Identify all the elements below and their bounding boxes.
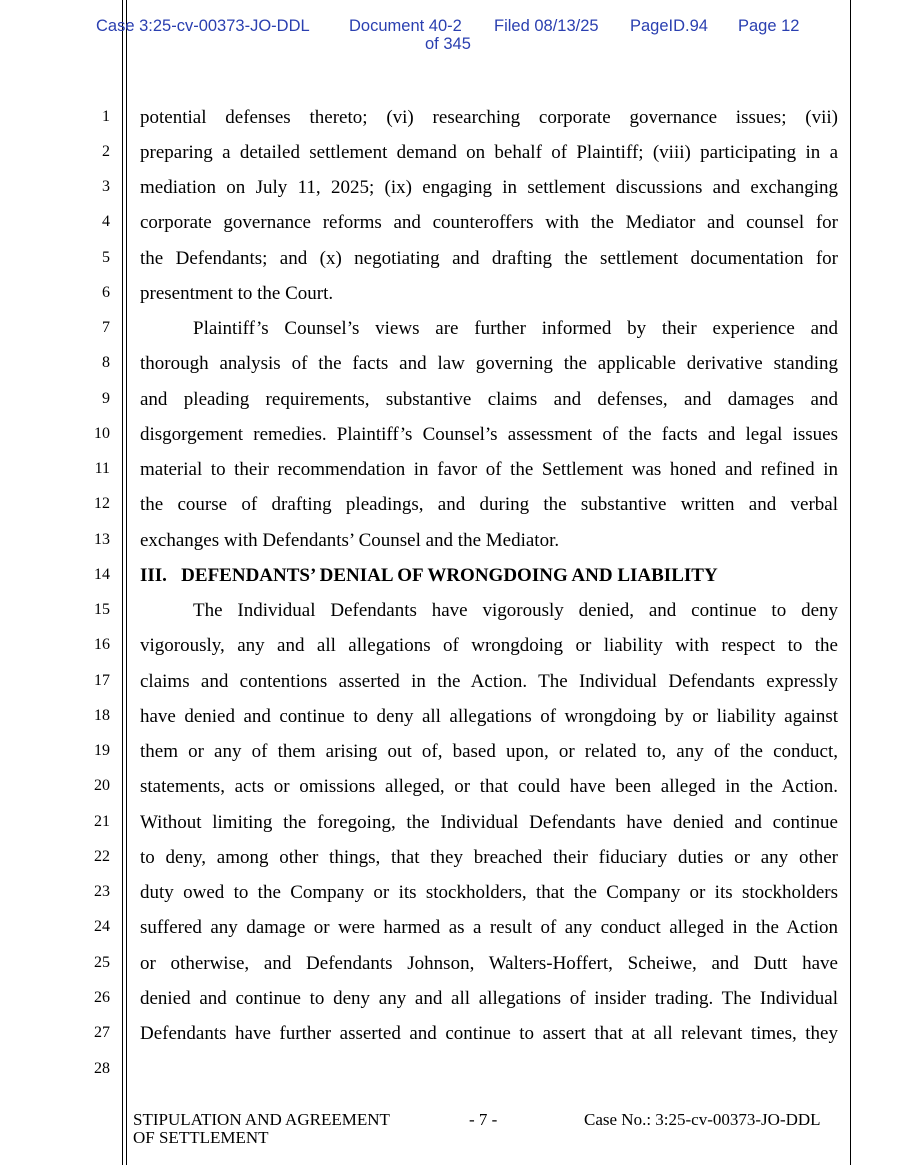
line-number: 10 bbox=[94, 425, 110, 442]
left-margin-rule-inner bbox=[126, 0, 127, 1165]
text-line: corporate governance reforms and counteroffers with the Mediator and counsel for bbox=[140, 212, 838, 233]
line-number: 12 bbox=[94, 495, 110, 512]
line-number: 6 bbox=[102, 284, 110, 301]
text-line: suffered any damage or were harmed as a result of any conduct alleged in the Action bbox=[140, 917, 838, 938]
text-line: Plaintiff’s Counsel’s views are further informed by their experience and bbox=[193, 318, 838, 339]
header-page-id: PageID.94 bbox=[630, 17, 708, 35]
text-line: Defendants have further asserted and continue to assert that at all relevant times, they bbox=[140, 1023, 838, 1044]
header-of-pages: of 345 bbox=[425, 35, 471, 53]
line-number: 2 bbox=[102, 143, 110, 160]
text-line: vigorously, any and all allegations of wrongdoing or liability with respect to the bbox=[140, 635, 838, 656]
line-number: 13 bbox=[94, 531, 110, 548]
line-number: 25 bbox=[94, 954, 110, 971]
line-number: 17 bbox=[94, 672, 110, 689]
line-number: 27 bbox=[94, 1024, 110, 1041]
left-margin-rule-outer bbox=[122, 0, 123, 1165]
text-line: claims and contentions asserted in the Action. The Individual Defendants expressly bbox=[140, 671, 838, 692]
footer-case-number: Case No.: 3:25-cv-00373-JO-DDL bbox=[584, 1110, 821, 1129]
text-line: potential defenses thereto; (vi) researching corporate governance issues; (vii) bbox=[140, 107, 838, 128]
text-line: statements, acts or omissions alleged, or that could have been alleged in the Action. bbox=[140, 776, 838, 797]
text-line: preparing a detailed settlement demand on behalf of Plaintiff; (viii) participating in a bbox=[140, 142, 838, 163]
text-line: thorough analysis of the facts and law governing the applicable derivative standing bbox=[140, 353, 838, 374]
header-case-number: Case 3:25-cv-00373-JO-DDL bbox=[96, 17, 310, 35]
line-number: 19 bbox=[94, 742, 110, 759]
text-line: The Individual Defendants have vigorously denied, and continue to deny bbox=[193, 600, 838, 621]
footer-page-number: - 7 - bbox=[469, 1110, 498, 1129]
line-number: 9 bbox=[102, 390, 110, 407]
line-number: 8 bbox=[102, 354, 110, 371]
line-number: 18 bbox=[94, 707, 110, 724]
line-number: 5 bbox=[102, 249, 110, 266]
header-page: Page 12 bbox=[738, 17, 800, 35]
text-line: mediation on July 11, 2025; (ix) engaging in settlement discussions and exchanging bbox=[140, 177, 838, 198]
line-number: 20 bbox=[94, 777, 110, 794]
text-line: or otherwise, and Defendants Johnson, Walters-Hoffert, Scheiwe, and Dutt have bbox=[140, 953, 838, 974]
line-number: 28 bbox=[94, 1060, 110, 1077]
line-number: 22 bbox=[94, 848, 110, 865]
line-number: 1 bbox=[102, 108, 110, 125]
section-heading: III. DEFENDANTS’ DENIAL OF WRONGDOING AND LIABILITY bbox=[140, 565, 718, 586]
text-line: presentment to the Court. bbox=[140, 283, 334, 304]
line-number: 14 bbox=[94, 566, 110, 583]
header-filed-date: Filed 08/13/25 bbox=[494, 17, 599, 35]
line-number: 21 bbox=[94, 813, 110, 830]
text-line: Without limiting the foregoing, the Individual Defendants have denied and continue bbox=[140, 812, 838, 833]
text-line: duty owed to the Company or its stockholders, that the Company or its stockholders bbox=[140, 882, 838, 903]
line-number: 11 bbox=[94, 460, 110, 477]
text-line: denied and continue to deny any and all allegations of insider trading. The Individual bbox=[140, 988, 838, 1009]
text-line: exchanges with Defendants’ Counsel and the Mediator. bbox=[140, 530, 560, 551]
header-document: Document 40-2 bbox=[349, 17, 462, 35]
text-line: the Defendants; and (x) negotiating and drafting the settlement documentation for bbox=[140, 248, 838, 269]
text-line: disgorgement remedies. Plaintiff’s Counsel’s assessment of the facts and legal issues bbox=[140, 424, 838, 445]
text-line: have denied and continue to deny all allegations of wrongdoing by or liability against bbox=[140, 706, 838, 727]
footer-title-line-1: STIPULATION AND AGREEMENT bbox=[133, 1110, 390, 1129]
line-number: 4 bbox=[102, 213, 110, 230]
line-number: 16 bbox=[94, 636, 110, 653]
line-number: 3 bbox=[102, 178, 110, 195]
text-line: them or any of them arising out of, based upon, or related to, any of the conduct, bbox=[140, 741, 838, 762]
text-line: material to their recommendation in favor of the Settlement was honed and refined in bbox=[140, 459, 838, 480]
text-line: to deny, among other things, that they breached their fiduciary duties or any other bbox=[140, 847, 838, 868]
line-number: 24 bbox=[94, 918, 110, 935]
line-number: 23 bbox=[94, 883, 110, 900]
line-number: 15 bbox=[94, 601, 110, 618]
footer-title-line-2: OF SETTLEMENT bbox=[133, 1128, 269, 1147]
line-number: 7 bbox=[102, 319, 110, 336]
text-line: the course of drafting pleadings, and during the substantive written and verbal bbox=[140, 494, 838, 515]
line-number: 26 bbox=[94, 989, 110, 1006]
text-line: and pleading requirements, substantive claims and defenses, and damages and bbox=[140, 389, 838, 410]
right-margin-rule bbox=[850, 0, 851, 1165]
